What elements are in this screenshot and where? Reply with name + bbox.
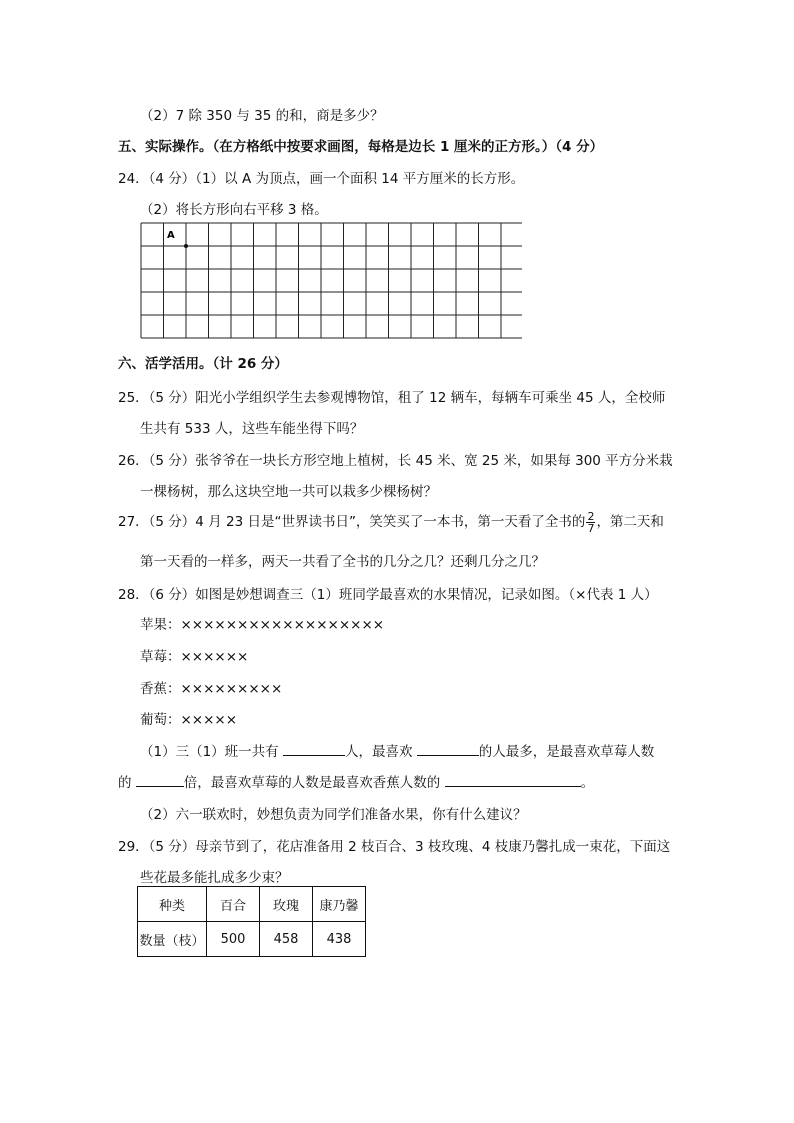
table-cell: 500 <box>207 922 260 957</box>
fraction-two-sevenths <box>586 511 595 534</box>
table-cell: 458 <box>260 922 313 957</box>
fruit-label: 苹果： <box>140 617 181 633</box>
q28-p1-b: 人，最喜欢 <box>344 744 413 760</box>
fruit-marks: ××××××××× <box>180 681 283 697</box>
answer-blank-total[interactable] <box>283 743 345 756</box>
q29-line2: 些花最多能扎成多少束？ <box>140 870 289 886</box>
square-grid <box>140 222 522 340</box>
fruit-marks: ×××××××××××××××××× <box>180 617 385 633</box>
fruit-row-banana <box>140 677 282 697</box>
flower-table <box>137 886 366 957</box>
fraction-numerator: 2 <box>587 509 595 523</box>
q24-line1: 24．（4 分）（1）以 A 为顶点，画一个面积 14 平方厘米的长方形。 <box>118 171 525 187</box>
fruit-marks: ×××××× <box>180 649 249 665</box>
q27-line1 <box>118 510 664 534</box>
section5-heading: 五、实际操作。（在方格纸中按要求画图，每格是边长 1 厘米的正方形。）（4 分） <box>118 139 604 155</box>
q23-part2: （2）7 除 350 与 35 的和，商是多少？ <box>140 108 384 124</box>
answer-blank-times[interactable] <box>136 774 184 787</box>
q28-part1-line2 <box>118 771 594 791</box>
fruit-row-apple <box>140 613 384 633</box>
q25-line2: 生共有 533 人，这些车能坐得下吗？ <box>140 421 364 437</box>
fruit-row-grape <box>140 708 237 728</box>
fraction-denominator: 7 <box>587 521 595 535</box>
q28-part2: （2）六一联欢时，妙想负责为同学们准备水果，你有什么建议？ <box>140 807 527 823</box>
table-cell: 玫瑰 <box>260 887 313 922</box>
fruit-marks: ××××× <box>180 712 238 728</box>
answer-blank-favorite[interactable] <box>417 743 479 756</box>
q27-text-b: ，第二天和 <box>596 514 664 530</box>
q28-part1-line1 <box>140 740 654 760</box>
grid-svg <box>140 222 522 340</box>
q28-p1-c: 的人最多，是最喜欢草莓人数 <box>478 744 655 760</box>
point-a-dot <box>184 244 188 248</box>
table-cell: 438 <box>313 922 366 957</box>
q24-line2: （2）将长方形向右平移 3 格。 <box>140 202 328 218</box>
table-row <box>138 922 366 957</box>
table-cell: 种类 <box>138 887 207 922</box>
fruit-label: 香蕉： <box>140 681 181 697</box>
q29-line1: 29．（5 分）母亲节到了，花店准备用 2 枝百合、3 枝玫瑰、4 枝康乃馨扎成一束花，下面这 <box>118 839 671 855</box>
q27-line2: 第一天看的一样多，两天一共看了全书的几分之几？还剩几分之几？ <box>140 554 545 570</box>
q28-p1-e: 倍，最喜欢草莓的人数是最喜欢香蕉人数的 <box>183 775 441 791</box>
q28-p1-d: 的 <box>118 775 132 791</box>
q28-p1-a: （1）三（1）班一共有 <box>140 744 279 760</box>
point-a-label: A <box>167 230 175 241</box>
fruit-label: 草莓： <box>140 649 181 665</box>
q28-line1: 28．（6 分）如图是妙想调查三（1）班同学最喜欢的水果情况，记录如图。（×代表 1 人） <box>118 587 658 603</box>
fruit-row-strawberry <box>140 645 248 665</box>
fruit-label: 葡萄： <box>140 712 181 728</box>
answer-blank-ratio[interactable] <box>445 774 581 787</box>
q26-line2: 一棵杨树，那么这块空地一共可以栽多少棵杨树？ <box>140 484 437 500</box>
table-cell: 数量（枝） <box>138 922 207 957</box>
table-header-row <box>138 887 366 922</box>
section6-heading: 六、活学活用。（计 26 分） <box>118 356 288 372</box>
q28-p1-f: 。 <box>580 775 595 791</box>
q27-text-a: 27．（5 分）4 月 23 日是“世界读书日”，笑笑买了一本书，第一天看了全书的 <box>118 514 586 530</box>
q25-line1: 25．（5 分）阳光小学组织学生去参观博物馆，租了 12 辆车，每辆车可乘坐 45 人，全校师 <box>118 390 666 406</box>
table-cell: 康乃馨 <box>313 887 366 922</box>
q26-line1: 26．（5 分）张爷爷在一块长方形空地上植树，长 45 米、宽 25 米，如果每 300 平方分米栽 <box>118 453 673 469</box>
table-cell: 百合 <box>207 887 260 922</box>
